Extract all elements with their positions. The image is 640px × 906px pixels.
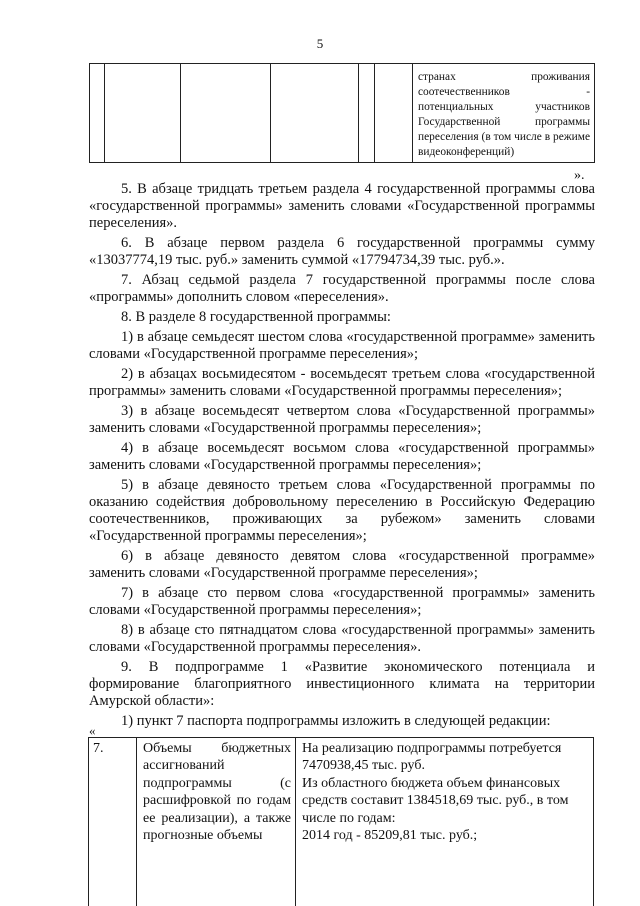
table-divider bbox=[358, 64, 359, 162]
paragraph: 6) в абзаце девяносто девятом слова «государственной программе» заменить словами «Государственной программе переселения»; bbox=[89, 548, 595, 581]
table-cell-label bbox=[137, 738, 296, 906]
table-divider bbox=[374, 64, 375, 162]
paragraph: 3) в абзаце восемьдесят четвертом слова «Государственной программы» заменить словами «Государственной программы переселения»; bbox=[89, 403, 595, 436]
table-cell-text: странах проживания соотечественников - потенциальных участников Государственной программы переселения (в том числе в режиме видеоконференций) bbox=[418, 71, 590, 158]
paragraph: 5. В абзаце тридцать третьем раздела 4 государственной программы слова «государственной программы» заменить словами «Государственной программы переселения». bbox=[89, 181, 595, 231]
paragraph: 2) в абзацах восьмидесятом - восемьдесят третьем слова «государственной программы» заменить словами «Государственной программы переселения»; bbox=[89, 366, 595, 399]
closing-quote: ». bbox=[574, 168, 585, 183]
paragraph: 5) в абзаце девяносто третьем слова «Государственной программы по оказанию содействия добровольному переселению в Российскую Федерацию соотечественников, проживающих за рубежом» заменить словами «Государственной программы переселения»; bbox=[89, 477, 595, 544]
value-line: На реализацию подпрограммы потребуется bbox=[302, 741, 562, 756]
page-number: 5 bbox=[316, 36, 324, 51]
paragraph: 1) пункт 7 паспорта подпрограммы изложить в следующей редакции: bbox=[121, 713, 551, 729]
value-line: Из областного бюджета объем финансовых bbox=[302, 775, 561, 791]
row-number: 7. bbox=[93, 741, 104, 756]
paragraph: 8) в абзаце сто пятнадцатом слова «государственной программы» заменить словами «Государственной программы переселения». bbox=[89, 622, 595, 655]
paragraph: 7) в абзаце сто первом слова «государственной программы» заменить словами «Государственной программы переселения»; bbox=[89, 585, 595, 618]
paragraph: 9. В подпрограмме 1 «Развитие экономического потенциала и формирование благоприятного инвестиционного климата на территории Амурской области»: bbox=[89, 659, 595, 709]
value-line: 7470938,45 тыс. руб. bbox=[302, 758, 425, 774]
table-divider bbox=[412, 64, 413, 162]
value-line: 2014 год - 85209,81 тыс. руб.; bbox=[302, 828, 478, 844]
table-divider bbox=[270, 64, 271, 162]
paragraph: 4) в абзаце восемьдесят восьмом слова «государственной программы» заменить словами «Государственной программы переселения»; bbox=[89, 440, 595, 473]
table-cell-value bbox=[296, 738, 593, 906]
top-table-fragment bbox=[89, 63, 595, 163]
paragraph: 8. В разделе 8 государственной программы: bbox=[121, 309, 391, 325]
row-value bbox=[302, 740, 589, 844]
table-divider bbox=[104, 64, 105, 162]
passport-table bbox=[88, 737, 594, 906]
value-line: средств составит 1384518,69 тыс. руб., в том bbox=[302, 793, 569, 809]
paragraph: 6. В абзаце первом раздела 6 государственной программы сумму «13037774,19 тыс. руб.» заменить суммой «17794734,39 тыс. руб.». bbox=[89, 235, 595, 268]
opening-quote: « bbox=[89, 723, 96, 738]
table-divider bbox=[180, 64, 181, 162]
document-body bbox=[89, 181, 595, 733]
value-line: числе по годам: bbox=[302, 810, 396, 826]
row-label: Объемы бюджетных ассигнований подпрограммы (с расшифровкой по годам ее реализации), а также прогнозные объемы bbox=[143, 741, 291, 844]
paragraph: 1) в абзаце семьдесят шестом слова «государственной программе» заменить словами «Государственной программе переселения»; bbox=[89, 329, 595, 362]
paragraph: 7. Абзац седьмой раздела 7 государственной программы после слова «программы» дополнить словом «переселения». bbox=[89, 272, 595, 305]
table-cell-number bbox=[89, 738, 137, 906]
